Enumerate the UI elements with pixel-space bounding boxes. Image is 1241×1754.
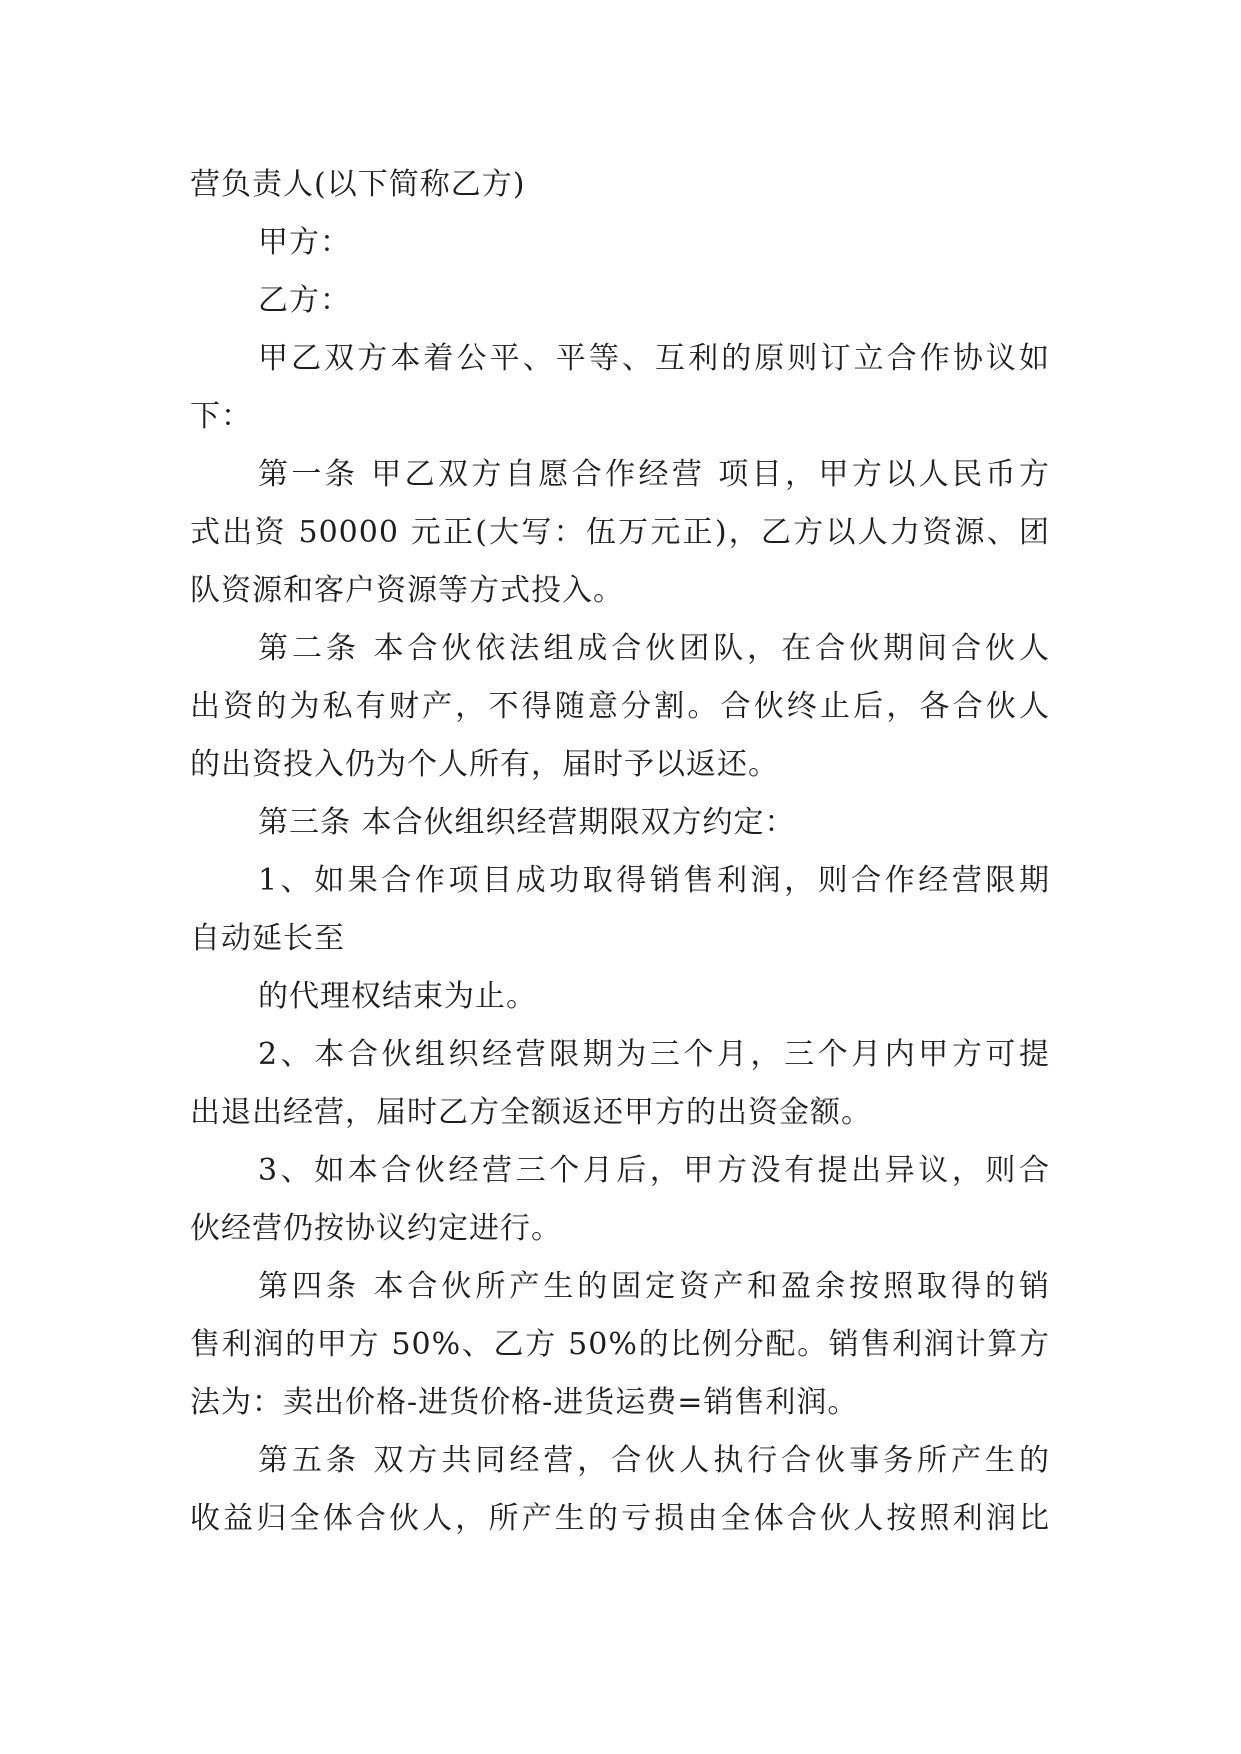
text-line: 下：	[190, 399, 252, 434]
text-line: 第二条 本合伙依法组成合伙团队，在合伙期间合伙人	[258, 631, 1050, 666]
text-line: 的代理权结束为止。	[258, 979, 537, 1014]
text-line: 营负责人(以下简称乙方)	[190, 167, 526, 202]
text-line: 的出资投入仍为个人所有，届时予以返还。	[190, 747, 779, 782]
text-line: 出资的为私有财产，不得随意分割。合伙终止后，各合伙人	[190, 689, 1050, 724]
text-line: 自动延长至	[190, 921, 345, 956]
text-line: 2、本合伙组织经营限期为三个月，三个月内甲方可提	[258, 1037, 1050, 1072]
contract-text	[190, 156, 1050, 1548]
text-line: 收益归全体合伙人，所产生的亏损由全体合伙人按照利润比	[190, 1501, 1050, 1536]
text-line: 法为：卖出价格-进货价格-进货运费=销售利润。	[190, 1385, 859, 1420]
text-line: 队资源和客户资源等方式投入。	[190, 573, 624, 608]
text-line: 第五条 双方共同经营，合伙人执行合伙事务所产生的	[258, 1443, 1050, 1478]
text-line: 式出资 50000 元正(大写：伍万元正)，乙方以人力资源、团	[190, 515, 1050, 550]
text-line: 第一条 甲乙双方自愿合作经营 项目，甲方以人民币方	[258, 457, 1050, 492]
text-line: 第四条 本合伙所产生的固定资产和盈余按照取得的销	[258, 1269, 1050, 1304]
text-line: 甲方：	[258, 225, 351, 260]
text-line: 3、如本合伙经营三个月后，甲方没有提出异议，则合	[258, 1153, 1050, 1188]
text-line: 伙经营仍按协议约定进行。	[190, 1211, 562, 1246]
text-line: 第三条 本合伙组织经营期限双方约定：	[258, 805, 796, 840]
text-line: 1、如果合作项目成功取得销售利润，则合作经营限期	[258, 863, 1050, 898]
text-line: 甲乙双方本着公平、平等、互利的原则订立合作协议如	[258, 341, 1050, 376]
text-line: 售利润的甲方 50%、乙方 50%的比例分配。销售利润计算方	[190, 1327, 1050, 1362]
text-line: 乙方：	[258, 283, 351, 318]
text-line: 出退出经营，届时乙方全额返还甲方的出资金额。	[190, 1095, 872, 1130]
